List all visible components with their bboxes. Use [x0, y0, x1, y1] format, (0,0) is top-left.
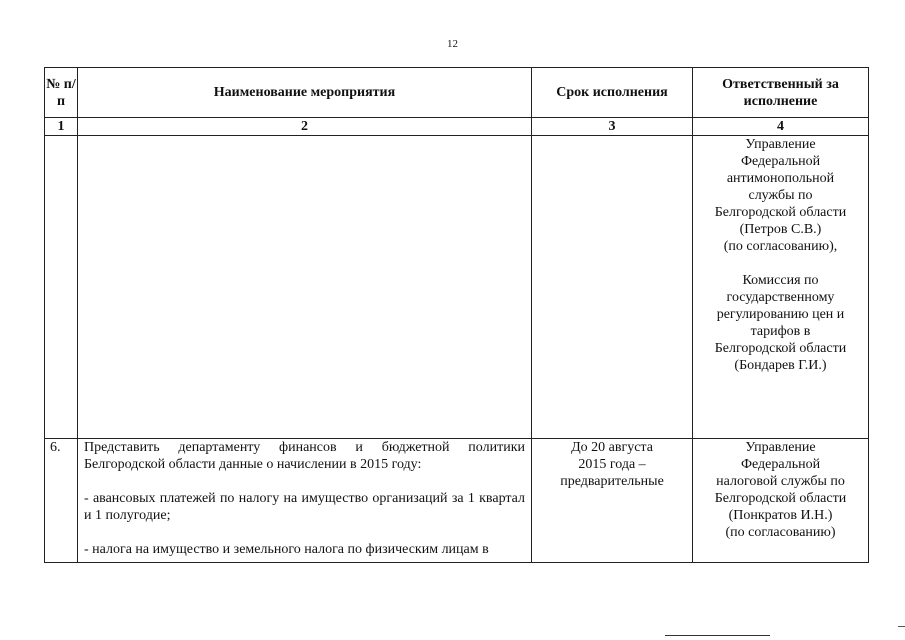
blank-line [693, 255, 868, 272]
header-deadline: Срок исполнения [532, 68, 693, 118]
responsible-line: (по согласованию) [725, 525, 836, 540]
responsible-line: государственному [726, 290, 835, 305]
header-name: Наименование мероприятия [78, 68, 532, 118]
plan-table [44, 67, 869, 563]
responsible-cell [693, 439, 869, 563]
column-number: 3 [532, 118, 693, 136]
footer-rule [665, 635, 770, 636]
deadline-line: 2015 года – [578, 457, 646, 472]
responsible-line: (Петров С.В.) [739, 222, 822, 237]
responsible-line: налоговой службы по [716, 474, 845, 489]
task-cell [78, 439, 532, 563]
column-number-row [45, 118, 869, 136]
deadline-cell [532, 439, 693, 563]
responsible-line: регулированию цен и [716, 307, 845, 322]
responsible-line: Комиссия по [742, 273, 819, 288]
page-number: 12 [447, 38, 458, 50]
header-responsible: Ответственный за исполнение [693, 68, 869, 118]
responsible-line: Белгородской области [714, 205, 847, 220]
column-number: 4 [693, 118, 869, 136]
responsible-line: тарифов в [750, 324, 811, 339]
responsible-line: Белгородской области [714, 341, 847, 356]
deadline-line: предварительные [560, 474, 664, 489]
header-number: № п/п [45, 68, 78, 118]
responsible-cell [693, 136, 869, 439]
column-number: 2 [78, 118, 532, 136]
responsible-line: (по согласованию), [723, 239, 838, 254]
column-number: 1 [45, 118, 78, 136]
responsible-line: антимонопольной [726, 171, 835, 186]
responsible-line: (Понкратов И.Н.) [728, 508, 833, 523]
responsible-line: Федеральной [740, 457, 821, 472]
responsible-line: Управление [745, 440, 816, 455]
table-row [45, 439, 869, 563]
task-item: - налога на имущество и земельного налога по физическим лицам в [84, 542, 489, 557]
task-cell [78, 136, 532, 439]
responsible-line: Управление [745, 137, 816, 152]
task-intro: Представить департаменту финансов и бюджетной политики Белгородской области данные о начислении в 2015 году: [84, 440, 525, 472]
deadline-line: До 20 августа [571, 440, 653, 455]
number-cell [45, 136, 78, 439]
responsible-line: службы по [748, 188, 813, 203]
task-item: - авансовых платежей по налогу на имущество организаций за 1 квартал и 1 полугодие; [84, 491, 525, 523]
responsible-line: (Бондарев Г.И.) [734, 358, 827, 373]
table-header-row [45, 68, 869, 118]
page-edge-mark [898, 626, 905, 627]
table-row [45, 136, 869, 439]
responsible-line: Белгородской области [714, 491, 847, 506]
row-number: 6. [45, 439, 78, 563]
responsible-line: Федеральной [740, 154, 821, 169]
deadline-cell [532, 136, 693, 439]
